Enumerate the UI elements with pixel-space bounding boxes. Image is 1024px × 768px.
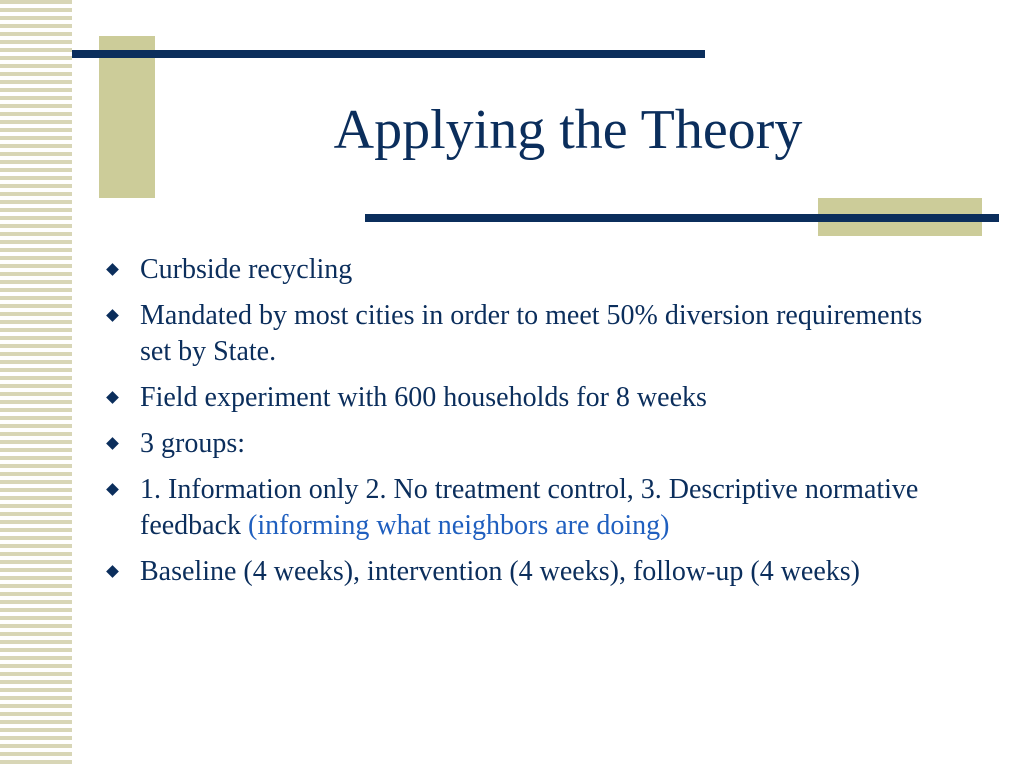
bullet-item	[106, 298, 936, 370]
bullet-item	[106, 380, 936, 416]
diamond-bullet-icon	[106, 391, 119, 404]
bullet-text: Baseline (4 weeks), intervention (4 weeks), follow-up (4 weeks)	[140, 556, 861, 587]
bullet-highlight-text: (informing what neighbors are doing)	[248, 510, 670, 541]
diamond-bullet-icon	[106, 263, 119, 276]
bullet-item	[106, 472, 936, 544]
bullet-item	[106, 252, 936, 288]
bullet-text: Field experiment with 600 households for 8 weeks	[140, 382, 707, 413]
bullet-text: Curbside recycling	[140, 254, 353, 285]
bullet-text: Mandated by most cities in order to meet 50% diversion requirements set by State.	[140, 300, 923, 367]
decorative-tan-block-left	[99, 36, 155, 198]
slide-title: Applying the Theory	[333, 99, 803, 161]
decorative-stripe-band	[0, 0, 72, 768]
bullet-item	[106, 554, 936, 590]
bullet-text: 3 groups:	[140, 428, 245, 459]
bullet-list	[106, 252, 936, 600]
diamond-bullet-icon	[106, 565, 119, 578]
bullet-text: 1. Information only 2. No treatment control, 3. Descriptive normative feedback	[140, 474, 919, 541]
decorative-rule-bottom	[365, 214, 999, 222]
diamond-bullet-icon	[106, 437, 119, 450]
diamond-bullet-icon	[106, 309, 119, 322]
bullet-item	[106, 426, 936, 462]
diamond-bullet-icon	[106, 483, 119, 496]
decorative-rule-top	[72, 50, 705, 58]
